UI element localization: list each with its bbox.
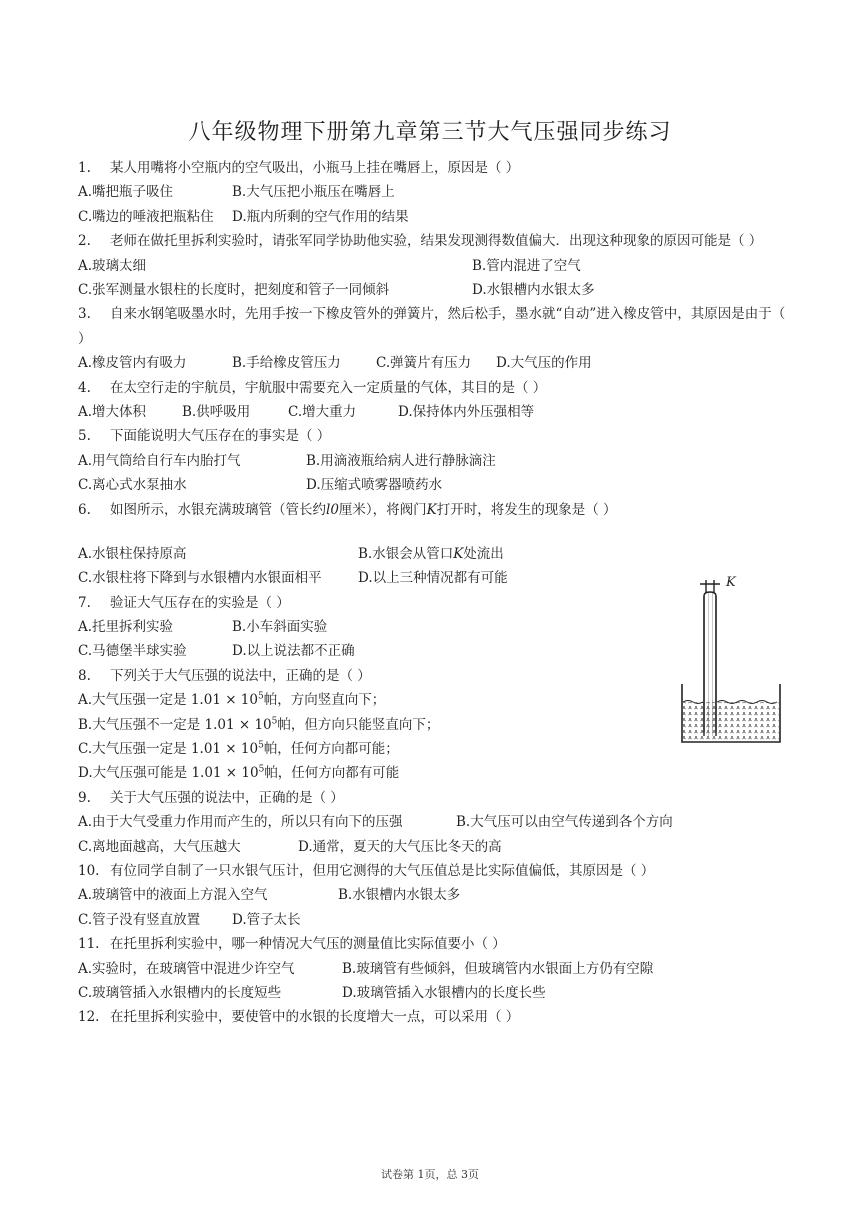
option-d: D.玻璃管插入水银槽内的长度长些 [342,984,546,1001]
option-b: B.水银会从管口K处流出 [358,545,504,562]
question-stem: 如图所示，水银充满玻璃管（管长约 [110,501,326,518]
question-number: 8. [78,667,91,684]
option-b: B.大气压可以由空气传递到各个方向 [456,814,673,831]
options-row [78,254,788,278]
question-stem: 某人用嘴将小空瓶内的空气吸出，小瓶马上挂在嘴唇上，原因是（ ） [110,160,520,176]
option-d: D.以上说法都不正确 [232,643,355,660]
option-c: C.离心式水泵抽水 [78,477,187,494]
question-2 [78,229,788,253]
question-number: 9. [78,789,91,806]
question-number: 4. [78,379,91,396]
question-stem: 厘米），将阀门 [338,501,427,518]
question-12 [78,1005,788,1029]
options-row [78,908,788,932]
option-c: C.水银柱将下降到与水银槽内水银面相平 [78,570,322,587]
option-b: B.手给橡皮管压力 [232,355,341,372]
option-a: A.橡皮管内有吸力 [78,355,187,372]
question-10 [78,859,788,883]
variable-l0: l0 [326,501,339,518]
options-row [78,810,788,834]
question-stem: 自来水钢笔吸墨水时，先用手按一下橡皮管外的弹簧片，然后松手，墨水就“自动”进入橡皮管中，其原因是由于（ ） [78,306,786,347]
option-b: B.大气压强不一定是 $1.01 \times 10^5$帕，但方向只能竖直向下； [78,716,440,733]
options-row [78,542,788,566]
option-b: B.用滴液瓶给病人进行静脉滴注 [306,452,496,469]
options-row [78,449,788,473]
option-d: D.大气压的作用 [496,355,592,372]
question-number: 12. [78,1009,100,1026]
options-row [78,835,788,859]
option-b: B.管内混进了空气 [472,257,581,274]
question-number: 6. [78,501,91,518]
options-row [78,205,788,229]
option-c: C.管子没有竖直放置 [78,911,201,928]
question-number: 2. [78,233,91,250]
question-5 [78,424,788,448]
options-row [78,180,788,204]
options-row [78,957,788,981]
option-b: B.玻璃管有些倾斜，但玻璃管内水银面上方仍有空隙 [342,960,654,977]
question-6 [78,498,788,522]
option-c: C.大气压强一定是 $1.01 \times 10^5$帕，任何方向都可能； [78,740,399,758]
question-number: 10. [78,862,100,879]
question-stem: 在太空行走的宇航员，宇航服中需要充入一定质量的气体，其目的是（ ） [110,379,547,396]
question-stem: 验证大气压存在的实验是（ ） [110,594,290,611]
question-number: 11. [78,936,100,953]
options-row [78,351,788,375]
question-4 [78,376,788,400]
question-11 [78,932,788,956]
options-row [78,278,788,302]
option-c: C.离地面越高，大气压越大 [78,838,241,855]
option-d: D.以上三种情况都有可能 [358,570,508,587]
option-a: A.托里拆利实验 [78,619,174,636]
option-d: D.瓶内所剩的空气作用的结果 [232,208,409,225]
question-stem: 有位同学自制了一只水银气压计，但用它测得的大气压值总是比实际值偏低，其原因是（ ） [110,862,655,879]
question-stem: 打开时，将发生的现象是（ ） [436,501,617,518]
page-footer: 试卷第 1页，总 3页 [381,1168,479,1181]
question-stem: 老师在做托里拆利实验时，请张军同学协助他实验，结果发现测得数值偏大．出现这种现象的原因可能是（ ） [110,233,763,250]
question-number: 7. [78,594,91,611]
options-row [78,981,788,1005]
option-d: D.管子太长 [232,911,301,928]
option-b: B.小车斜面实验 [232,619,328,636]
option-b: B.水银槽内水银太多 [338,887,461,904]
variable-k: K [426,501,437,518]
question-stem: 下列关于大气压强的说法中，正确的是（ ） [110,667,371,684]
option-d: D.水银槽内水银太多 [472,281,595,298]
question-stem: 关于大气压强的说法中，正确的是（ ） [110,789,344,806]
option-d: D.大气压强可能是 $1.01 \times 10^5$帕，任何方向都有可能 [78,764,400,782]
option-c: C.马德堡半球实验 [78,643,187,660]
option-d: D.通常，夏天的大气压比冬天的高 [298,838,502,855]
option-a: A.大气压强一定是 $1.01 \times 10^5$帕，方向竖直向下； [78,691,386,709]
question-1 [78,156,788,180]
option-d: D.压缩式喷雾器喷药水 [306,477,443,494]
option-a: A.用气筒给自行车内胎打气 [78,452,241,469]
option-c: C.弹簧片有压力 [376,355,472,372]
option-b: B.供呼吸用 [182,403,251,420]
option-a: A.玻璃管中的液面上方混入空气 [78,887,268,904]
option-a: A.增大体积 [78,403,147,420]
option-d: D.保持体内外压强相等 [398,403,535,420]
option-a: A.实验时，在玻璃管中混进少许空气 [78,960,295,977]
valve-label: K [726,575,736,590]
question-number: 3. [78,306,91,323]
option-a: A.水银柱保持原高 [78,545,187,562]
option-c: C.张军测量水银柱的长度时，把刻度和管子一同倾斜 [78,281,390,298]
options-row [78,883,788,907]
question-number: 1. [78,160,91,176]
option-c: C.嘴边的唾液把瓶粘住 [78,208,214,225]
mercury-pool [683,702,779,741]
option-a: A.嘴把瓶子吸住 [78,184,174,201]
options-row [78,473,788,497]
question-9 [78,786,788,810]
question-3 [78,302,788,351]
option-a: A.玻璃太细 [78,257,147,274]
page-title: 八年级物理下册第九章第三节大气压强同步练习 [188,120,672,145]
option-c: C.增大重力 [288,403,357,420]
question-stem: 下面能说明大气压存在的事实是（ ） [110,428,331,445]
option-b: B.大气压把小瓶压在嘴唇上 [232,184,395,201]
option-c: C.玻璃管插入水银槽内的长度短些 [78,984,282,1001]
option-a: A.由于大气受重力作用而产生的，所以只有向下的压强 [78,814,403,831]
question-stem: 在托里拆利实验中，哪一种情况大气压的测量值比实际值要小（ ） [110,936,506,953]
question-stem: 在托里拆利实验中，要使管中的水银的长度增大一点，可以采用（ ） [110,1009,520,1026]
options-row [78,400,788,424]
valve-k [700,580,720,592]
question-number: 5. [78,428,91,445]
mercury-tube-figure [676,572,786,748]
